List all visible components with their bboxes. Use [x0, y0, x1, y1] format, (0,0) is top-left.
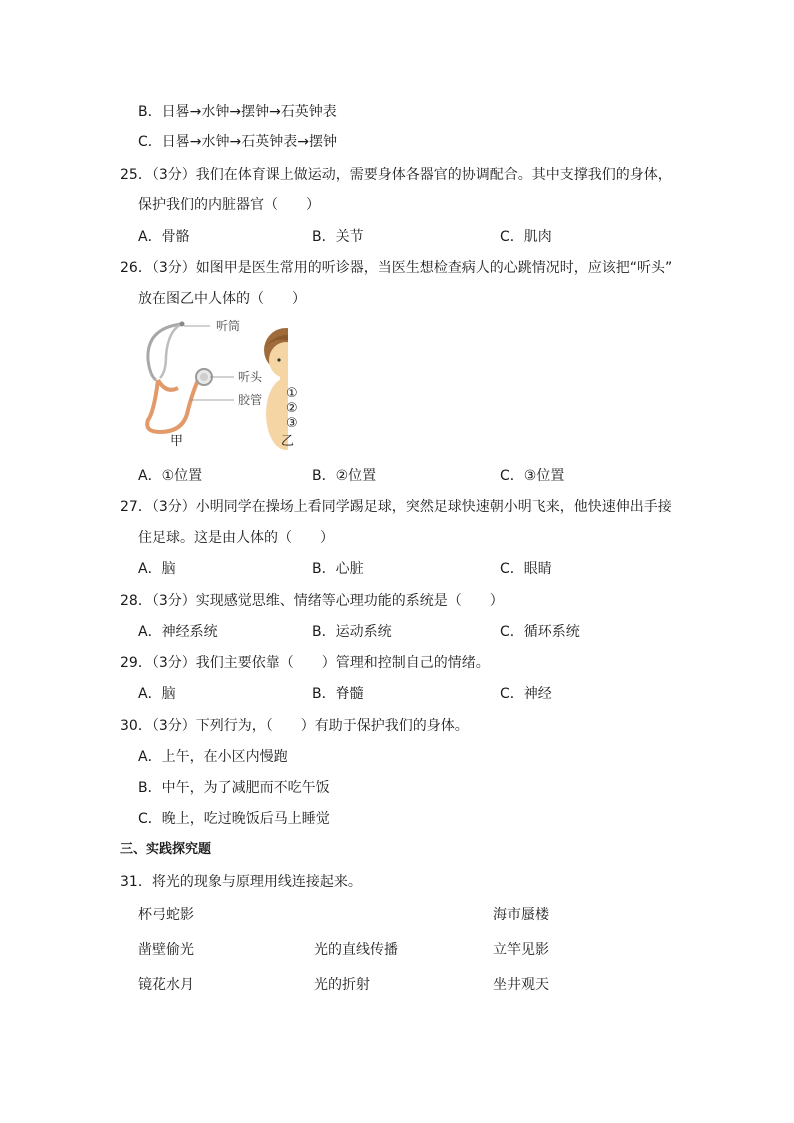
q24-option-c: C．日晷→水钟→石英钟表→摆钟	[138, 134, 337, 150]
body-position-3: ③	[286, 416, 298, 431]
q25-option-a: A．骨骼	[138, 229, 190, 245]
caption-yi: 乙	[281, 434, 295, 449]
q27-option-b: B．心脏	[312, 561, 364, 577]
q30-option-c: C．晚上，吃过晚饭后马上睡觉	[138, 811, 330, 827]
label-hose: 胶管	[238, 393, 263, 407]
q30-option-a: A．上午，在小区内慢跑	[138, 749, 288, 765]
q24-option-b: B．日晷→水钟→摆钟→石英钟表	[138, 104, 337, 120]
q25-stem-line1: 25．（3分）我们在体育课上做运动，需要身体各器官的协调配合。其中支撑我们的身体，	[120, 167, 672, 183]
label-head: 听头	[238, 370, 263, 384]
q25-stem-line2: 保护我们的内脏器官（ ）	[138, 197, 320, 213]
q27-option-c: C．眼睛	[500, 561, 552, 577]
q25-option-b: B．关节	[312, 229, 364, 245]
q31-stem: 31．将光的现象与原理用线连接起来。	[120, 874, 362, 890]
q29-option-a: A．脑	[138, 686, 176, 702]
q26-stem-line2: 放在图乙中人体的（ ）	[138, 291, 306, 307]
q31-left-item: 杯弓蛇影	[138, 907, 194, 923]
label-tube: 听筒	[216, 319, 241, 333]
q31-middle-item: 光的折射	[314, 977, 370, 993]
q31-middle-item: 光的直线传播	[314, 942, 398, 958]
q25-option-c: C．肌肉	[500, 229, 552, 245]
q30-stem: 30．（3分）下列行为，（ ）有助于保护我们的身体。	[120, 718, 469, 734]
q31-right-item: 坐井观天	[493, 977, 549, 993]
q28-option-c: C．循环系统	[500, 624, 580, 640]
q26-option-a: A．①位置	[138, 468, 203, 484]
q31-right-item: 立竿见影	[493, 942, 549, 958]
q27-stem-line1: 27．（3分）小明同学在操场上看同学踢足球，突然足球快速朝小明飞来，他快速伸出手接	[120, 499, 672, 515]
body-position-2: ②	[286, 401, 298, 416]
q26-option-c: C．③位置	[500, 468, 565, 484]
q30-option-b: B．中午，为了减肥而不吃午饭	[138, 780, 330, 796]
q27-stem-line2: 住足球。这是由人体的（ ）	[138, 530, 334, 546]
q26-option-b: B．②位置	[312, 468, 377, 484]
q28-stem: 28．（3分）实现感觉思维、情绪等心理功能的系统是（ ）	[120, 593, 504, 609]
q29-stem: 29．（3分）我们主要依靠（ ）管理和控制自己的情绪。	[120, 655, 490, 671]
stethoscope-figure	[138, 319, 298, 454]
q31-left-item: 凿壁偷光	[138, 942, 194, 958]
section-title: 三、实践探究题	[120, 842, 212, 857]
q28-option-b: B．运动系统	[312, 624, 392, 640]
q27-option-a: A．脑	[138, 561, 176, 577]
body-position-1: ①	[286, 386, 298, 401]
q26-stem-line1: 26．（3分）如图甲是医生常用的听诊器，当医生想检查病人的心跳情况时，应该把“听头”	[120, 260, 673, 276]
q31-right-item: 海市蜃楼	[493, 907, 549, 923]
q28-option-a: A．神经系统	[138, 624, 218, 640]
stethoscope-illustration	[138, 320, 288, 454]
q29-option-c: C．神经	[500, 686, 552, 702]
q31-left-item: 镜花水月	[138, 977, 194, 993]
q29-option-b: B．脊髓	[312, 686, 364, 702]
caption-jia: 甲	[170, 434, 184, 449]
